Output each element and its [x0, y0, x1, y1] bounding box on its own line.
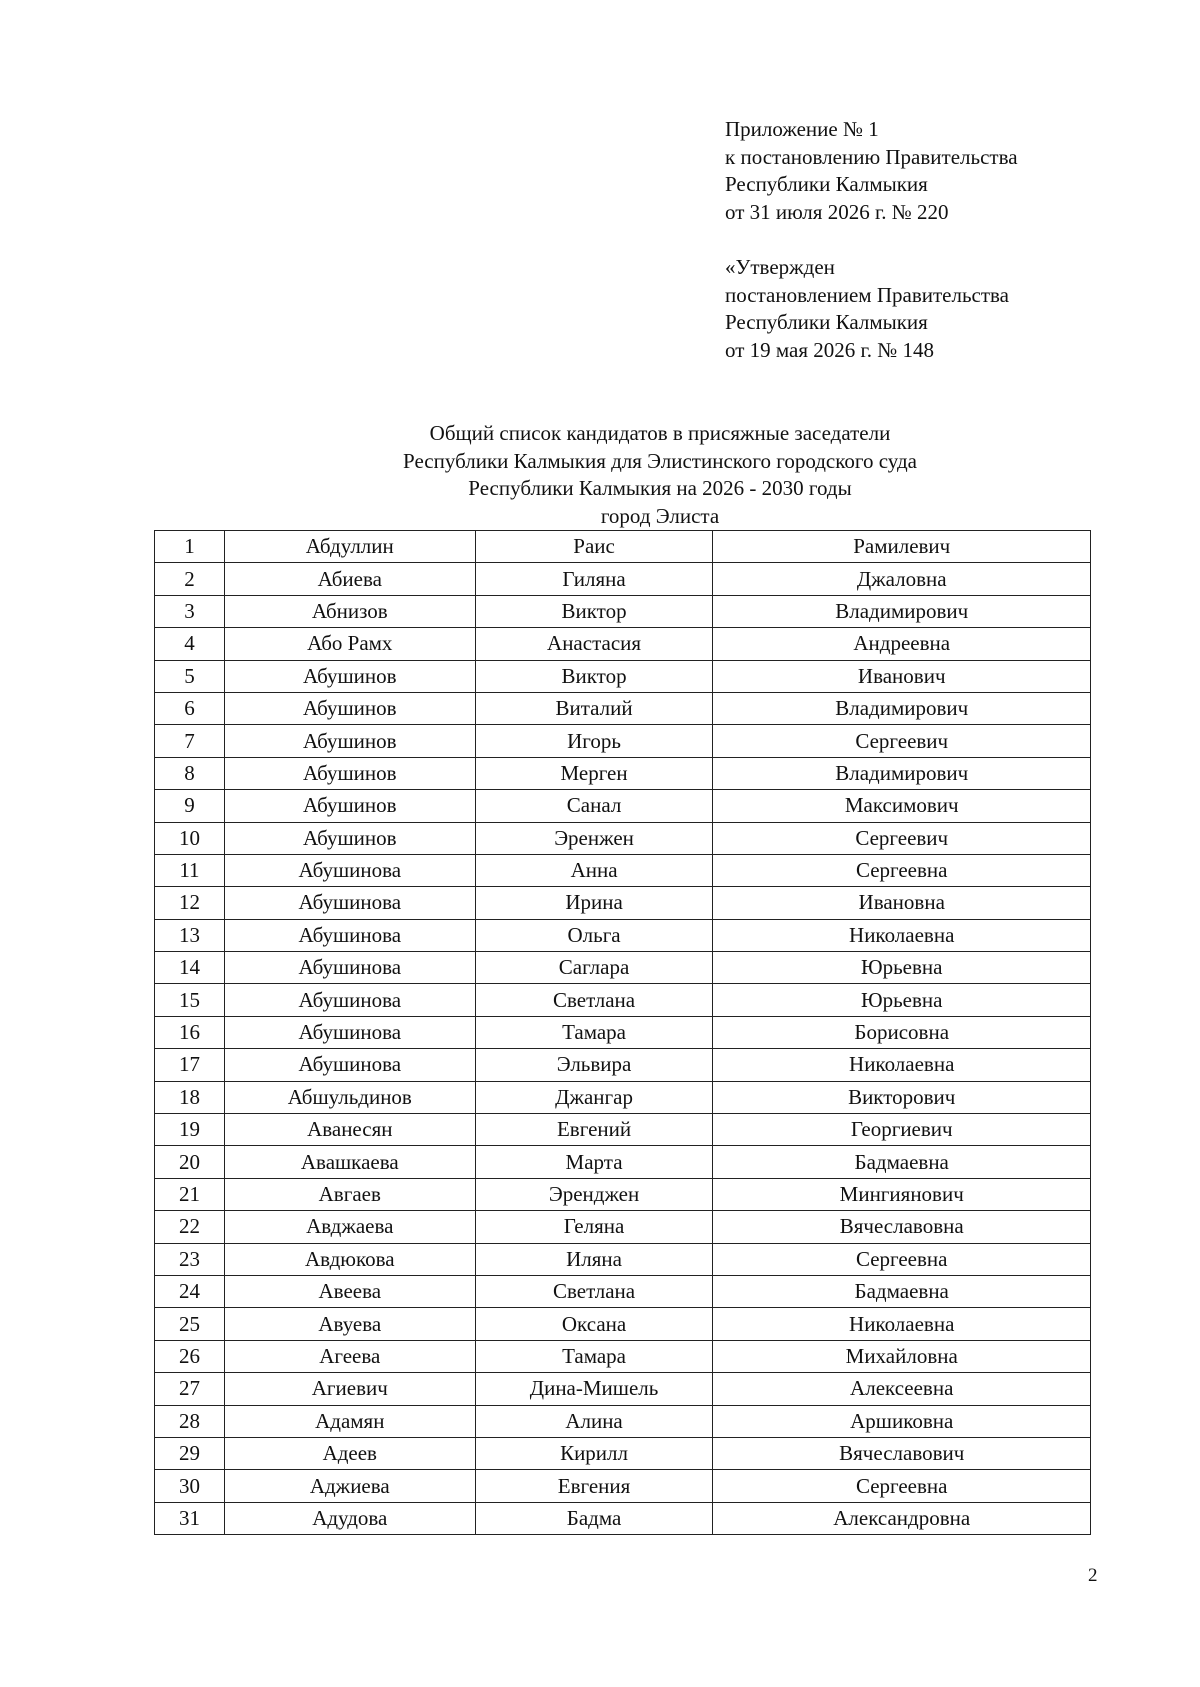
row-number-cell: 26: [155, 1340, 225, 1372]
title-line: Республики Калмыкия на 2026 - 2030 годы: [468, 476, 852, 500]
patronymic-cell: Георгиевич: [713, 1114, 1091, 1146]
patronymic-cell: Бадмаевна: [713, 1146, 1091, 1178]
first-name-cell: Дина-Мишель: [475, 1373, 713, 1405]
table-row: [155, 790, 1091, 822]
table-row: [155, 595, 1091, 627]
first-name-cell: Анна: [475, 854, 713, 886]
row-number-cell: 14: [155, 952, 225, 984]
approval-stamp-text: [725, 254, 1009, 364]
patronymic-cell: Андреевна: [713, 628, 1091, 660]
patronymic-cell: Мингиянович: [713, 1178, 1091, 1210]
table-row: [155, 854, 1091, 886]
row-number-cell: 5: [155, 660, 225, 692]
row-number-cell: 19: [155, 1114, 225, 1146]
last-name-cell: Адамян: [224, 1405, 475, 1437]
last-name-cell: Аванесян: [224, 1114, 475, 1146]
patronymic-cell: Николаевна: [713, 919, 1091, 951]
table-row: [155, 1146, 1091, 1178]
row-number-cell: 7: [155, 725, 225, 757]
first-name-cell: Мерген: [475, 757, 713, 789]
patronymic-cell: Вячеславович: [713, 1437, 1091, 1469]
patronymic-cell: Джаловна: [713, 563, 1091, 595]
patronymic-cell: Михайловна: [713, 1340, 1091, 1372]
first-name-cell: Саглара: [475, 952, 713, 984]
table-row: [155, 1308, 1091, 1340]
table-row: [155, 1373, 1091, 1405]
page-number: 2: [1088, 1565, 1098, 1586]
patronymic-cell: Александровна: [713, 1502, 1091, 1534]
first-name-cell: Виктор: [475, 660, 713, 692]
first-name-cell: Раис: [475, 531, 713, 563]
first-name-cell: Эренжен: [475, 822, 713, 854]
attachment-line: Республики Калмыкия: [725, 172, 928, 196]
table-row: [155, 1470, 1091, 1502]
patronymic-cell: Борисовна: [713, 1016, 1091, 1048]
table-row: [155, 1502, 1091, 1534]
patronymic-cell: Николаевна: [713, 1049, 1091, 1081]
table-row: [155, 1243, 1091, 1275]
last-name-cell: Авдюкова: [224, 1243, 475, 1275]
first-name-cell: Евгения: [475, 1470, 713, 1502]
last-name-cell: Авашкаева: [224, 1146, 475, 1178]
patronymic-cell: Юрьевна: [713, 952, 1091, 984]
first-name-cell: Оксана: [475, 1308, 713, 1340]
first-name-cell: Виктор: [475, 595, 713, 627]
patronymic-cell: Рамилевич: [713, 531, 1091, 563]
approved-line: постановлением Правительства: [725, 282, 1010, 307]
table-row: [155, 1275, 1091, 1307]
patronymic-cell: Вячеславовна: [713, 1211, 1091, 1243]
row-number-cell: 1: [155, 531, 225, 563]
row-number-cell: 13: [155, 919, 225, 951]
row-number-cell: 29: [155, 1437, 225, 1469]
first-name-cell: Эренджен: [475, 1178, 713, 1210]
approved-line: «Утвержден: [725, 255, 835, 279]
attachment-header: [725, 116, 1018, 226]
last-name-cell: Абнизов: [224, 595, 475, 627]
last-name-cell: Абушинова: [224, 1049, 475, 1081]
last-name-cell: Абшульдинов: [224, 1081, 475, 1113]
table-row: [155, 1437, 1091, 1469]
row-number-cell: 18: [155, 1081, 225, 1113]
patronymic-cell: Сергеевна: [713, 1470, 1091, 1502]
row-number-cell: 24: [155, 1275, 225, 1307]
row-number-cell: 27: [155, 1373, 225, 1405]
patronymic-cell: Бадмаевна: [713, 1275, 1091, 1307]
row-number-cell: 20: [155, 1146, 225, 1178]
last-name-cell: Абушинова: [224, 984, 475, 1016]
first-name-cell: Иляна: [475, 1243, 713, 1275]
table-row: [155, 1049, 1091, 1081]
patronymic-cell: Иванович: [713, 660, 1091, 692]
last-name-cell: Авджаева: [224, 1211, 475, 1243]
patronymic-cell: Владимирович: [713, 595, 1091, 627]
table-row: [155, 725, 1091, 757]
row-number-cell: 30: [155, 1470, 225, 1502]
patronymic-cell: Владимирович: [713, 757, 1091, 789]
first-name-cell: Ольга: [475, 919, 713, 951]
table-row: [155, 1114, 1091, 1146]
row-number-cell: 6: [155, 692, 225, 724]
candidates-table: [154, 530, 1091, 1535]
patronymic-cell: Николаевна: [713, 1308, 1091, 1340]
last-name-cell: Абушинова: [224, 887, 475, 919]
last-name-cell: Абушинов: [224, 790, 475, 822]
last-name-cell: Агеева: [224, 1340, 475, 1372]
first-name-cell: Джангар: [475, 1081, 713, 1113]
table-row: [155, 1211, 1091, 1243]
table-row: [155, 660, 1091, 692]
last-name-cell: Абушинова: [224, 952, 475, 984]
first-name-cell: Евгений: [475, 1114, 713, 1146]
row-number-cell: 8: [155, 757, 225, 789]
last-name-cell: Абдуллин: [224, 531, 475, 563]
patronymic-cell: Ивановна: [713, 887, 1091, 919]
row-number-cell: 10: [155, 822, 225, 854]
row-number-cell: 21: [155, 1178, 225, 1210]
last-name-cell: Агиевич: [224, 1373, 475, 1405]
last-name-cell: Абушинов: [224, 757, 475, 789]
table-row: [155, 919, 1091, 951]
title-line: Общий список кандидатов в присяжные заседатели: [429, 421, 891, 445]
last-name-cell: Абушинова: [224, 854, 475, 886]
first-name-cell: Эльвира: [475, 1049, 713, 1081]
table-row: [155, 984, 1091, 1016]
document-title: [160, 420, 1160, 530]
first-name-cell: Ирина: [475, 887, 713, 919]
last-name-cell: Аджиева: [224, 1470, 475, 1502]
table-row: [155, 757, 1091, 789]
first-name-cell: Анастасия: [475, 628, 713, 660]
patronymic-cell: Сергеевна: [713, 1243, 1091, 1275]
first-name-cell: Тамара: [475, 1340, 713, 1372]
title-line: город Элиста: [600, 503, 720, 528]
patronymic-cell: Сергеевич: [713, 822, 1091, 854]
title-line: Республики Калмыкия для Элистинского городского суда: [403, 448, 917, 473]
patronymic-cell: Сергеевич: [713, 725, 1091, 757]
approved-line: от 19 мая 2026 г. № 148: [725, 337, 935, 362]
row-number-cell: 22: [155, 1211, 225, 1243]
last-name-cell: Адудова: [224, 1502, 475, 1534]
row-number-cell: 2: [155, 563, 225, 595]
first-name-cell: Геляна: [475, 1211, 713, 1243]
first-name-cell: Марта: [475, 1146, 713, 1178]
last-name-cell: Абиева: [224, 563, 475, 595]
patronymic-cell: Владимирович: [713, 692, 1091, 724]
table-row: [155, 887, 1091, 919]
row-number-cell: 17: [155, 1049, 225, 1081]
last-name-cell: Абушинов: [224, 822, 475, 854]
last-name-cell: Авеева: [224, 1275, 475, 1307]
first-name-cell: Кирилл: [475, 1437, 713, 1469]
last-name-cell: Адеев: [224, 1437, 475, 1469]
first-name-cell: Светлана: [475, 984, 713, 1016]
table-row: [155, 1081, 1091, 1113]
row-number-cell: 11: [155, 854, 225, 886]
table-row: [155, 822, 1091, 854]
row-number-cell: 16: [155, 1016, 225, 1048]
patronymic-cell: Сергеевна: [713, 854, 1091, 886]
table-row: [155, 1016, 1091, 1048]
patronymic-cell: Викторович: [713, 1081, 1091, 1113]
first-name-cell: Алина: [475, 1405, 713, 1437]
patronymic-cell: Аршиковна: [713, 1405, 1091, 1437]
patronymic-cell: Юрьевна: [713, 984, 1091, 1016]
candidates-table-body: [155, 531, 1091, 1535]
last-name-cell: Авгаев: [224, 1178, 475, 1210]
last-name-cell: Авуева: [224, 1308, 475, 1340]
last-name-cell: Абушинов: [224, 725, 475, 757]
first-name-cell: Гиляна: [475, 563, 713, 595]
row-number-cell: 15: [155, 984, 225, 1016]
table-row: [155, 531, 1091, 563]
attachment-line: Приложение № 1: [725, 117, 879, 141]
last-name-cell: Абушинова: [224, 1016, 475, 1048]
row-number-cell: 12: [155, 887, 225, 919]
table-row: [155, 1178, 1091, 1210]
table-row: [155, 628, 1091, 660]
first-name-cell: Бадма: [475, 1502, 713, 1534]
row-number-cell: 28: [155, 1405, 225, 1437]
first-name-cell: Тамара: [475, 1016, 713, 1048]
first-name-cell: Светлана: [475, 1275, 713, 1307]
first-name-cell: Санал: [475, 790, 713, 822]
table-row: [155, 563, 1091, 595]
attachment-line: к постановлению Правительства: [725, 144, 1018, 169]
last-name-cell: Абушинов: [224, 660, 475, 692]
table-row: [155, 952, 1091, 984]
last-name-cell: Абушинова: [224, 919, 475, 951]
row-number-cell: 4: [155, 628, 225, 660]
last-name-cell: Абушинов: [224, 692, 475, 724]
approved-line: Республики Калмыкия: [725, 310, 928, 334]
last-name-cell: Або Рамх: [224, 628, 475, 660]
row-number-cell: 3: [155, 595, 225, 627]
row-number-cell: 9: [155, 790, 225, 822]
row-number-cell: 31: [155, 1502, 225, 1534]
table-row: [155, 1405, 1091, 1437]
first-name-cell: Виталий: [475, 692, 713, 724]
table-row: [155, 1340, 1091, 1372]
table-row: [155, 692, 1091, 724]
attachment-line: от 31 июля 2026 г. № 220: [725, 199, 949, 224]
patronymic-cell: Максимович: [713, 790, 1091, 822]
row-number-cell: 23: [155, 1243, 225, 1275]
patronymic-cell: Алексеевна: [713, 1373, 1091, 1405]
first-name-cell: Игорь: [475, 725, 713, 757]
row-number-cell: 25: [155, 1308, 225, 1340]
